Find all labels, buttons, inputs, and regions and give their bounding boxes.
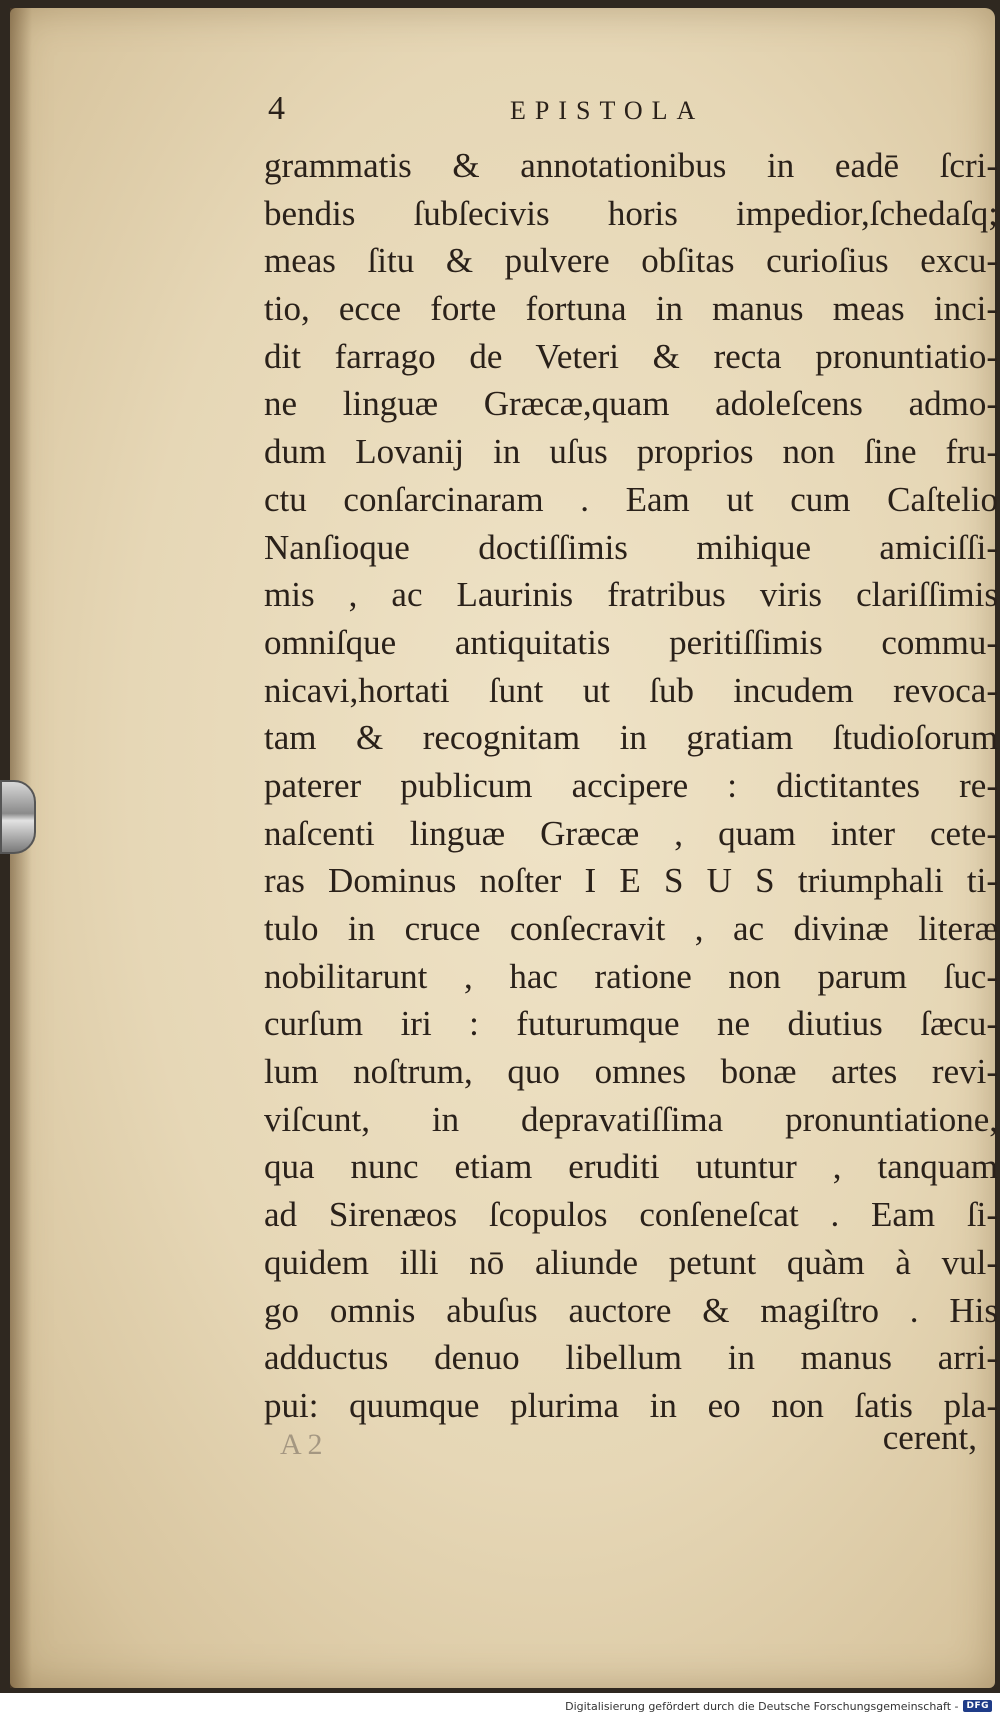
dfg-logo-icon: DFG — [963, 1700, 992, 1712]
text-line: tio, ecce forte fortuna in manus meas inci- — [264, 289, 998, 329]
text-line: bendis ſubſecivis horis impedior,ſchedaſq; — [264, 193, 998, 233]
signature-mark: A 2 — [280, 1428, 323, 1461]
text-line: nobilitarunt , hac ratione non parum ſuc- — [264, 956, 998, 996]
text-line: adductus denuo libellum in manus arri- — [264, 1338, 998, 1378]
running-title: EPISTOLA — [510, 96, 705, 125]
catchword: cerent, — [882, 1418, 977, 1457]
page-number: 4 — [268, 90, 285, 127]
text-line: dit farrago de Veteri & recta pronuntiatio- — [264, 336, 998, 376]
text-line: quidem illi nō aliunde petunt quàm à vul- — [264, 1242, 998, 1282]
text-line: ctu conſarcinaram . Eam ut cum Caſtelio — [264, 479, 998, 519]
text-line: Nanſioque doctiſſimis mihique amiciſſi- — [264, 527, 998, 567]
text-line: omniſque antiquitatis peritiſſimis commu- — [264, 622, 998, 662]
text-line: tulo in cruce conſecravit , ac divinæ literæ — [264, 909, 998, 948]
text-line: grammatis & annotationibus in eadē ſcri- — [264, 146, 998, 185]
text-line: tam & recognitam in gratiam ſtudioſorum — [264, 718, 998, 758]
text-line: meas ſitu & pulvere obſitas curioſius excu- — [264, 241, 998, 281]
text-line: naſcenti linguæ Græcæ , quam inter cete- — [264, 813, 998, 853]
text-line: ad Sirenæos ſcopulos conſeneſcat . Eam ſi- — [264, 1195, 998, 1235]
text-line: paterer publicum accipere : dictitantes re- — [264, 765, 998, 805]
body-text — [264, 142, 998, 1430]
text-line: lum noſtrum, quo omnes bonæ artes revi- — [264, 1052, 998, 1092]
page-clip-icon — [0, 780, 36, 854]
text-line: qua nunc etiam eruditi utuntur , tanquam — [264, 1147, 998, 1187]
footer-bar — [0, 1693, 1000, 1719]
text-line: ras Dominus noſter I E S U S triumphali ti- — [264, 861, 998, 901]
funding-credit: Digitalisierung gefördert durch die Deutsche Forschungsgemeinschaft - — [565, 1699, 959, 1713]
book-page — [10, 8, 998, 1688]
text-line: ne linguæ Græcæ,quam adoleſcens admo- — [264, 384, 998, 424]
text-line: nicavi,hortati ſunt ut ſub incudem revoca- — [264, 670, 998, 710]
text-line: curſum iri : futurumque ne diutius ſæcu- — [264, 1004, 998, 1044]
text-line: viſcunt, in depravatiſſima pronuntiatione, — [264, 1099, 998, 1139]
text-line: mis , ac Laurinis fratribus viris clariſſimis — [264, 575, 998, 615]
text-line: go omnis abuſus auctore & magiſtro . His — [264, 1290, 998, 1330]
text-line: dum Lovanij in uſus proprios non ſine fru- — [264, 432, 998, 472]
text-line: pui: quumque plurima in eo non ſatis pla- — [264, 1385, 998, 1425]
